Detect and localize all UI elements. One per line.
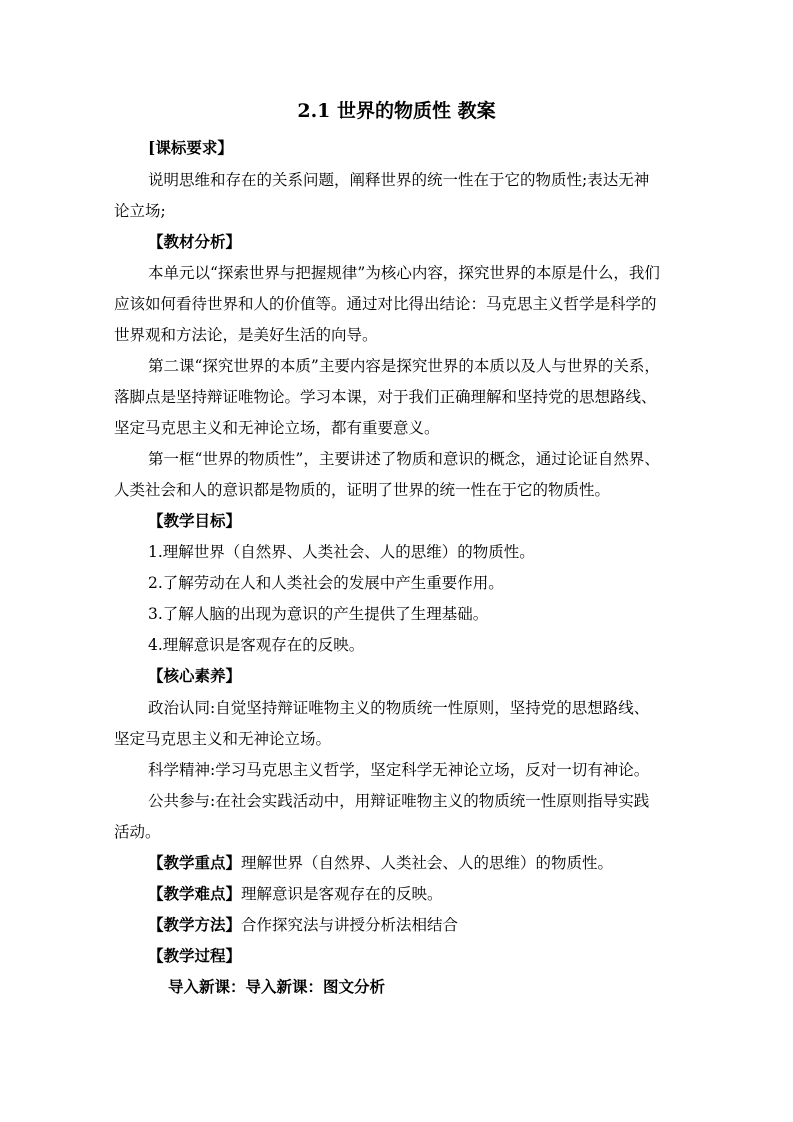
analysis-p1-line-1: 本单元以“探索世界与把握规律”为核心内容，探究世界的本原是什么，我们	[148, 264, 660, 282]
literacy-p1-line-2: 坚定马克思主义和无神论立场。	[114, 730, 332, 748]
difficulty-label: 【教学难点】	[148, 884, 242, 903]
objectives-heading: 【教学目标】	[148, 511, 242, 530]
analysis-p1-line-2: 应该如何看待世界和人的价值等。通过对比得出结论：马克思主义哲学是科学的	[114, 295, 657, 313]
standards-line-1: 说明思维和存在的关系问题，阐释世界的统一性在于它的物质性;表达无神	[148, 171, 650, 189]
standards-heading: [课标要求】	[148, 138, 233, 157]
textbook-analysis-heading: 【教材分析】	[148, 232, 242, 251]
standards-line-2: 论立场;	[114, 202, 166, 220]
objective-item-2: 2.了解劳动在人和人类社会的发展中产生重要作用。	[148, 574, 504, 592]
process-intro: 导入新课：导入新课：图文分析	[168, 977, 386, 996]
page-title: 2.1 世界的物质性 教案	[297, 100, 496, 122]
analysis-p2-line-3: 坚定马克思主义和无神论立场，都有重要意义。	[114, 419, 440, 437]
analysis-p2-line-2: 落脚点是坚持辩证唯物论。学习本课，对于我们正确理解和坚持党的思想路线、	[114, 388, 657, 406]
objective-item-3: 3.了解人脑的出现为意识的产生提供了生理基础。	[148, 605, 489, 623]
objective-item-4: 4.理解意识是客观存在的反映。	[148, 636, 365, 654]
difficulty-text: 理解意识是客观存在的反映。	[241, 885, 443, 903]
analysis-p3-line-2: 人类社会和人的意识都是物质的，证明了世界的统一性在于它的物质性。	[114, 481, 611, 499]
method-label: 【教学方法】	[148, 915, 242, 934]
difficulty-line	[148, 884, 718, 904]
method-text: 合作探究法与讲授分析法相结合	[241, 916, 459, 934]
analysis-p2-line-1: 第二课“探究世界的本质”主要内容是探究世界的本质以及人与世界的关系，	[148, 357, 660, 375]
process-heading: 【教学过程】	[148, 946, 242, 965]
key-point-line	[148, 853, 718, 873]
literacy-p3-line-2: 活动。	[114, 823, 161, 841]
literacy-p1-line-1: 政治认同:自觉坚持辩证唯物主义的物质统一性原则，坚持党的思想路线、	[148, 699, 650, 717]
key-point-label: 【教学重点】	[148, 853, 242, 872]
method-line	[148, 915, 718, 935]
literacy-p3-line-1: 公共参与:在社会实践活动中，用辩证唯物主义的物质统一性原则指导实践	[148, 792, 650, 810]
analysis-p3-line-1: 第一框“世界的物质性”，主要讲述了物质和意识的概念，通过论证自然界、	[148, 450, 660, 468]
analysis-p1-line-3: 世界观和方法论，是美好生活的向导。	[114, 326, 378, 344]
literacy-heading: 【核心素养】	[148, 666, 242, 685]
key-point-text: 理解世界（自然界、人类社会、人的思维）的物质性。	[241, 854, 614, 872]
literacy-p2-line-1: 科学精神:学习马克思主义哲学，坚定科学无神论立场，反对一切有神论。	[148, 761, 650, 779]
objective-item-1: 1.理解世界（自然界、人类社会、人的思维）的物质性。	[148, 543, 535, 561]
